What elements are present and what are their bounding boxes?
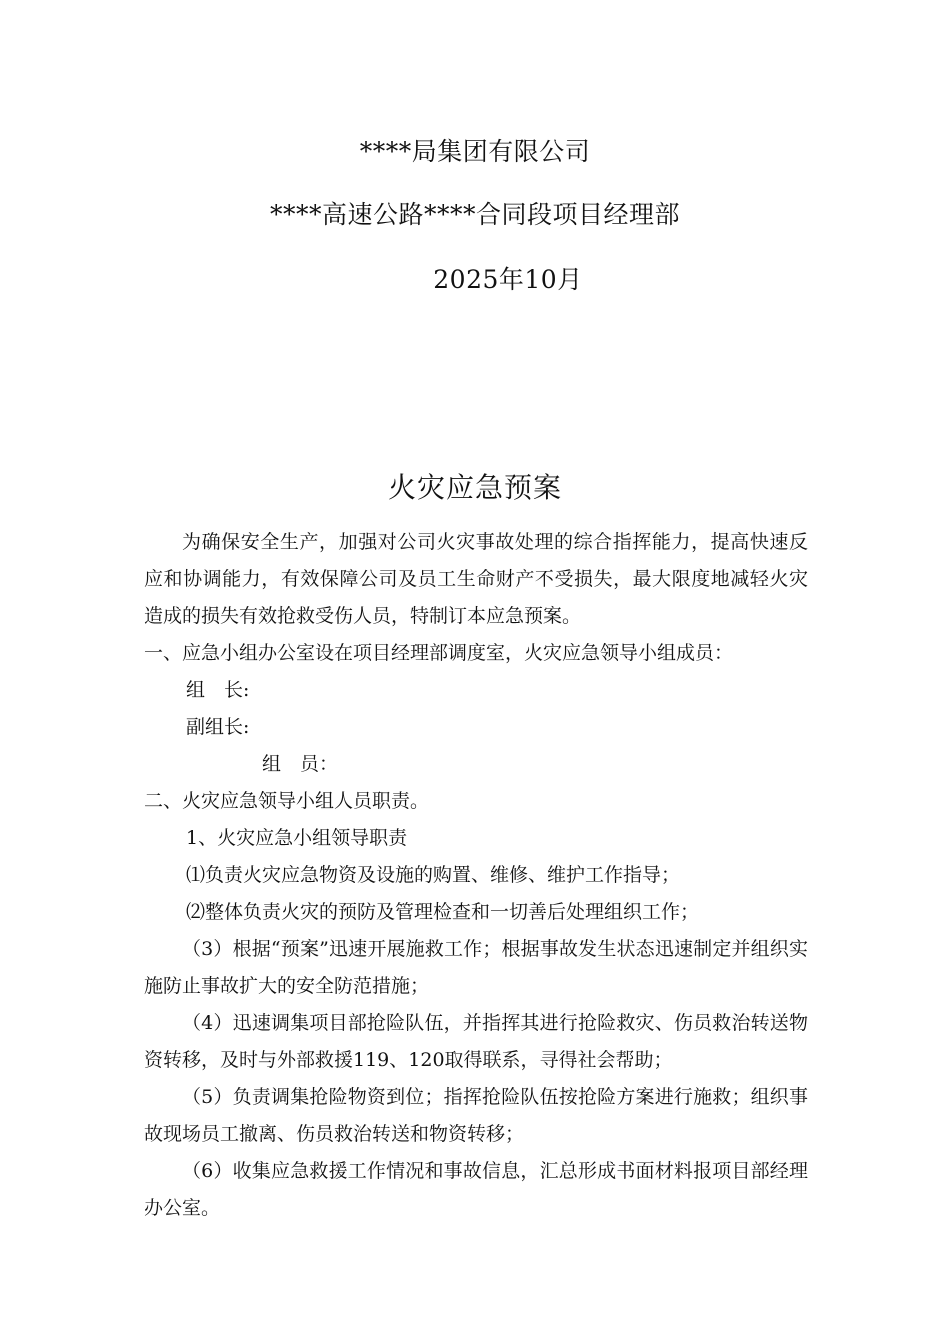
role-leader: 组 长:: [186, 679, 250, 701]
duty-item-6: （6）收集应急救援工作情况和事故信息，汇总形成书面材料报项目部经理办公室。: [144, 1160, 808, 1219]
intro-paragraph: 为确保安全生产，加强对公司火灾事故处理的综合指挥能力，提高快速反应和协调能力，有效保障公司及员工生命财产不受损失，最大限度地减轻火灾造成的损失有效抢救受伤人员，特制订本应急预案。: [144, 531, 808, 627]
department-name: ****高速公路****合同段项目经理部: [269, 200, 680, 229]
duty-item-5: （5）负责调集抢险物资到位；指挥抢险队伍按抢险方案进行施救；组织事故现场员工撤离、伤员救治转送和物资转移；: [144, 1086, 808, 1145]
subsection-1-heading: 1、火灾应急小组领导职责: [186, 827, 408, 849]
duty-item-4: （4）迅速调集项目部抢险队伍，并指挥其进行抢险救灾、伤员救治转送物资转移，及时与外部救援119、120取得联系，寻得社会帮助；: [144, 1012, 808, 1071]
duty-item-3: （3）根据“预案”迅速开展施救工作；根据事故发生状态迅速制定并组织实施防止事故扩大的安全防范措施；: [144, 938, 808, 997]
duty-item-1: ⑴负责火灾应急物资及设施的购置、维修、维护工作指导；: [186, 864, 681, 886]
role-deputy: 副组长:: [186, 716, 250, 738]
company-name: ****局集团有限公司: [359, 137, 591, 166]
section-2-heading: 二、火灾应急领导小组人员职责。: [144, 790, 430, 812]
document-date: 2025年10月: [433, 265, 583, 294]
section-1-heading: 一、应急小组办公室设在项目经理部调度室，火灾应急领导小组成员：: [144, 642, 734, 664]
role-member: 组 员：: [262, 753, 339, 775]
duty-item-2: ⑵整体负责火灾的预防及管理检查和一切善后处理组织工作；: [186, 901, 700, 923]
document-title: 火灾应急预案: [387, 471, 562, 504]
